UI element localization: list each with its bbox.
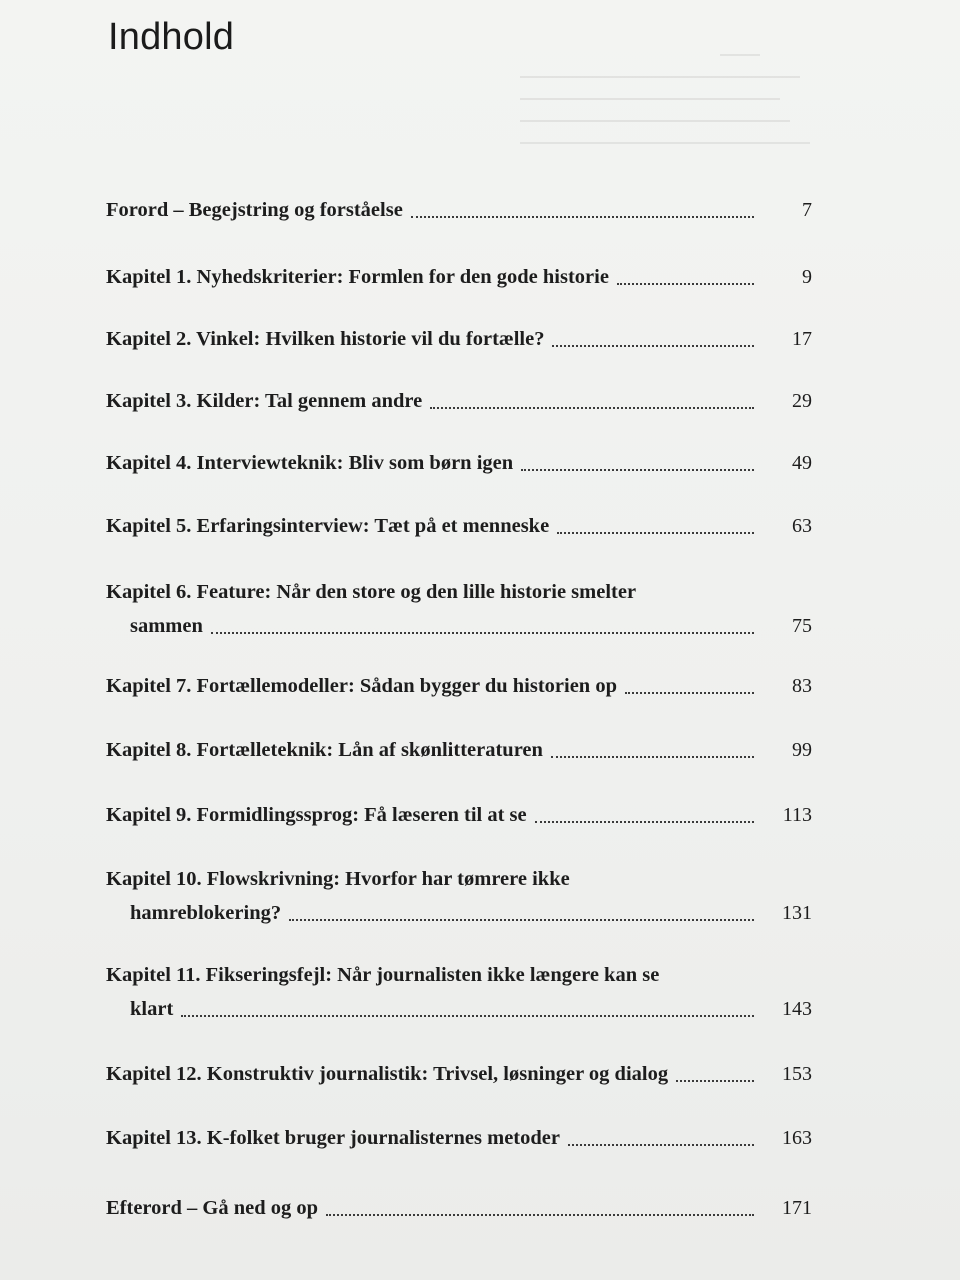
dot-leader — [617, 283, 754, 285]
toc-entry-page: 9 — [802, 266, 812, 288]
page-title: Indhold — [108, 16, 235, 58]
toc-entry-page: 49 — [792, 452, 812, 474]
toc-entry-kapitel-13 — [106, 1121, 812, 1155]
toc-entry-title: Kapitel 13. K-folket bruger journalisternes metoder — [106, 1127, 560, 1149]
toc-entry-page: 171 — [782, 1197, 812, 1219]
toc-entry-page: 163 — [782, 1127, 812, 1149]
dot-leader — [411, 216, 754, 218]
toc-entry-kapitel-3 — [106, 384, 812, 418]
toc-entry-kapitel-12 — [106, 1057, 812, 1091]
toc-entry-title: Kapitel 9. Formidlingssprog: Få læseren til at se — [106, 804, 527, 826]
toc-entry-kapitel-7 — [106, 669, 812, 703]
dot-leader — [430, 407, 754, 409]
dot-leader — [551, 756, 754, 758]
toc-entry-title: Kapitel 12. Konstruktiv journalistik: Trivsel, løsninger og dialog — [106, 1063, 669, 1085]
toc-entry-page: 99 — [792, 739, 812, 761]
toc-entry-kapitel-9 — [106, 798, 812, 832]
toc-entry-title: Kapitel 1. Nyhedskriterier: Formlen for den gode historie — [106, 266, 609, 288]
toc-entry-efterord — [106, 1191, 812, 1225]
toc-entry-page: 131 — [782, 902, 812, 924]
toc-entry-kapitel-1 — [106, 260, 812, 294]
toc-entry-title: Kapitel 8. Fortælleteknik: Lån af skønlitteraturen — [106, 739, 543, 761]
dot-leader — [568, 1144, 754, 1146]
dot-leader — [181, 1015, 754, 1017]
toc-entry-page: 75 — [792, 615, 812, 637]
dot-leader — [625, 692, 754, 694]
toc-entry-kapitel-5 — [106, 509, 812, 543]
toc-entry-title: Kapitel 4. Interviewteknik: Bliv som børn igen — [106, 452, 514, 474]
dot-leader — [521, 469, 754, 471]
toc-entry-kapitel-10 — [106, 862, 812, 930]
dot-leader — [211, 632, 754, 634]
toc-entry-page: 143 — [782, 998, 812, 1020]
toc-entry-kapitel-6 — [106, 575, 812, 643]
dot-leader — [535, 821, 754, 823]
toc-entry-forord — [106, 193, 812, 227]
toc-entry-title: Kapitel 5. Erfaringsinterview: Tæt på et menneske — [106, 515, 550, 537]
dot-leader — [289, 919, 754, 921]
toc-entry-title: Kapitel 10. Flowskrivning: Hvorfor har tømrere ikke — [106, 868, 570, 890]
toc-entry-kapitel-11 — [106, 958, 812, 1026]
dot-leader — [326, 1214, 754, 1216]
toc-entry-kapitel-4 — [106, 446, 812, 480]
dot-leader — [676, 1080, 754, 1082]
toc-entry-page: 29 — [792, 390, 812, 412]
toc-entry-title-cont: sammen — [130, 615, 203, 637]
toc-entry-page: 153 — [782, 1063, 812, 1085]
toc-entry-title: Kapitel 6. Feature: Når den store og den lille historie smelter — [106, 581, 637, 603]
dot-leader — [552, 345, 754, 347]
toc-entry-title-cont: hamreblokering? — [130, 902, 282, 924]
toc-entry-title: Kapitel 7. Fortællemodeller: Sådan bygger du historien op — [106, 675, 617, 697]
toc-entry-page: 113 — [782, 804, 812, 826]
toc-entry-title: Kapitel 3. Kilder: Tal gennem andre — [106, 390, 423, 412]
toc-entry-title-cont: klart — [130, 998, 174, 1020]
toc-entry-page: 7 — [802, 199, 812, 221]
toc-entry-title: Efterord – Gå ned og op — [106, 1197, 319, 1219]
toc-entry-title: Kapitel 2. Vinkel: Hvilken historie vil du fortælle? — [106, 328, 545, 350]
toc-entry-kapitel-2 — [106, 322, 812, 356]
toc-entry-page: 17 — [792, 328, 812, 350]
dot-leader — [557, 532, 754, 534]
toc-entry-page: 83 — [792, 675, 812, 697]
toc-entry-page: 63 — [792, 515, 812, 537]
toc-entry-title: Kapitel 11. Fikseringsfejl: Når journalisten ikke længere kan se — [106, 964, 660, 986]
toc-entry-kapitel-8 — [106, 733, 812, 767]
toc-entry-title: Forord – Begejstring og forståelse — [106, 199, 403, 221]
